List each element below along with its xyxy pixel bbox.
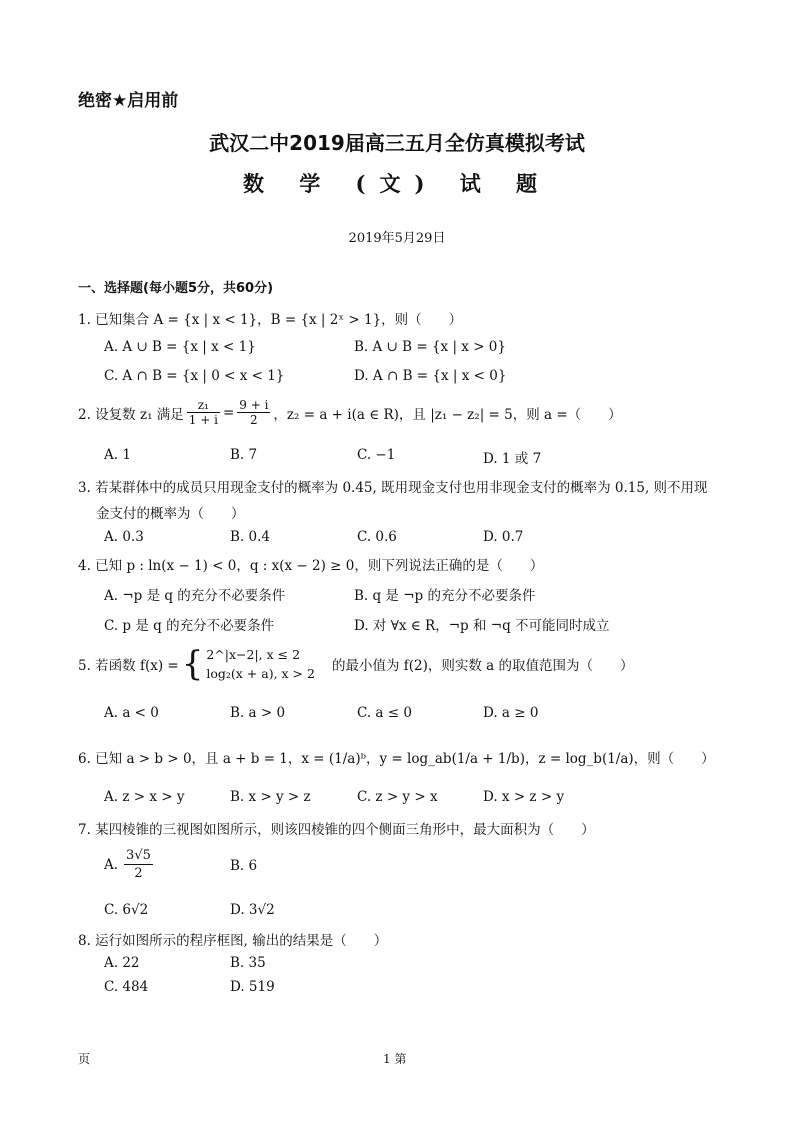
exam-subtitle: 数 学 (文) 试 题 (242, 171, 552, 196)
question-5-option-d: D. a ≥ 0 (483, 705, 539, 721)
option-a-numerator: 3√5 (126, 848, 151, 863)
question-8-stem: 8. 运行如图所示的程序框图, 输出的结果是（ ） (78, 933, 388, 949)
question-4-stem: 4. 已知 p : ln(x − 1) < 0，q : x(x − 2) ≥ 0，则下列说法正确的是（ ） (78, 558, 544, 574)
question-8-option-c: C. 484 (104, 979, 149, 995)
question-3-stem-line1: 3. 若某群体中的成员只用现金支付的概率为 0.45, 既用现金支付也用非现金支付的概率为 0.15, 则不用现 (78, 480, 708, 496)
section-heading: 一、选择题(每小题5分，共60分) (78, 281, 274, 296)
question-5-option-b: B. a > 0 (230, 705, 286, 721)
question-7-option-d: D. 3√2 (230, 902, 275, 918)
secret-mark: 绝密★启用前 (78, 91, 179, 111)
question-1-option-d: D. A ∩ B = {x | x < 0} (354, 368, 507, 384)
question-1-option-a: A. A ∪ B = {x | x < 1} (104, 339, 256, 355)
question-4-option-b: B. q 是 ¬p 的充分不必要条件 (354, 588, 536, 604)
question-6-stem: 6. 已知 a > b > 0，且 a + b = 1，x = (1/a)ᵇ，y = log_ab(1/a + 1/b)，z = log_b(1/a)，则（ ） (78, 751, 715, 767)
piecewise-cases (206, 645, 315, 683)
fraction-2-numerator: 9 + i (239, 398, 269, 412)
question-6-option-d: D. x > z > y (483, 789, 565, 805)
exam-title: 武汉二中2019届高三五月全仿真模拟考试 (209, 131, 585, 155)
question-8-option-b: B. 35 (230, 955, 266, 971)
question-3-stem-line2: 金支付的概率为（ ） (96, 506, 245, 522)
question-8-option-a: A. 22 (104, 955, 140, 971)
question-2-option-c: C. −1 (357, 447, 396, 463)
question-3-option-a: A. 0.3 (104, 529, 144, 545)
question-7-option-c: C. 6√2 (104, 902, 149, 918)
question-1-option-b: B. A ∪ B = {x | x > 0} (354, 339, 506, 355)
question-2-stem-prefix: 2. 设复数 z₁ 满足 (78, 406, 184, 423)
question-6-option-c: C. z > y > x (357, 789, 438, 805)
piecewise-brace: { (181, 644, 204, 684)
question-2-option-d: D. 1 或 7 (483, 451, 542, 467)
question-3-option-b: B. 0.4 (230, 529, 270, 545)
question-4-option-d: D. 对 ∀x ∈ R，¬p 和 ¬q 不可能同时成立 (354, 618, 610, 634)
question-2-option-b: B. 7 (230, 447, 258, 463)
question-4-option-a: A. ¬p 是 q 的充分不必要条件 (104, 588, 286, 604)
question-1-option-c: C. A ∩ B = {x | 0 < x < 1} (104, 368, 285, 384)
fraction-1-denominator: 1 + i (188, 413, 218, 427)
question-5-option-c: C. a ≤ 0 (357, 705, 412, 721)
footer-left: 页 (78, 1052, 91, 1066)
question-2-stem (78, 398, 622, 427)
question-3-option-d: D. 0.7 (483, 529, 524, 545)
question-1-stem: 1. 已知集合 A = {x | x < 1}，B = {x | 2ˣ > 1}，则（ ） (78, 312, 463, 328)
option-a-denominator: 2 (134, 866, 143, 881)
question-5-stem-suffix: 的最小值为 f(2)，则实数 a 的取值范围为（ ） (331, 658, 634, 674)
question-6-option-a: A. z > x > y (104, 789, 185, 805)
footer-page-number: 1 第 (383, 1052, 407, 1066)
question-7-option-a-label: A. (104, 856, 119, 873)
question-5-option-a: A. a < 0 (104, 705, 159, 721)
piecewise-case-1: 2^|x−2|, x ≤ 2 (206, 647, 301, 662)
question-3-option-c: C. 0.6 (357, 529, 397, 545)
question-6-option-b: B. x > y > z (230, 789, 311, 805)
question-7-option-b: B. 6 (230, 858, 258, 874)
question-2-fraction-2 (237, 398, 270, 427)
question-5-stem-prefix: 5. 若函数 f(x) = (78, 658, 179, 674)
question-4-option-c: C. p 是 q 的充分不必要条件 (104, 618, 275, 634)
fraction-1-numerator: z₁ (187, 398, 220, 413)
question-8-option-d: D. 519 (230, 979, 275, 995)
exam-date: 2019年5月29日 (348, 231, 446, 246)
question-7-option-a (104, 847, 153, 882)
question-7-stem: 7. 某四棱锥的三视图如图所示，则该四棱锥的四个侧面三角形中，最大面积为（ ） (78, 822, 595, 838)
question-2-stem-suffix: ，z₂ = a + i(a ∈ R)，且 |z₁ − z₂| = 5，则 a =（ ） (273, 406, 622, 423)
question-2-fraction-1 (187, 398, 220, 427)
question-2-equals: = (222, 404, 235, 421)
piecewise-case-2: log₂(x + a), x > 2 (206, 666, 315, 681)
question-7-option-a-fraction (124, 847, 153, 882)
fraction-2-denominator: 2 (250, 413, 258, 427)
question-2-option-a: A. 1 (104, 447, 131, 463)
question-5-stem (78, 645, 634, 683)
